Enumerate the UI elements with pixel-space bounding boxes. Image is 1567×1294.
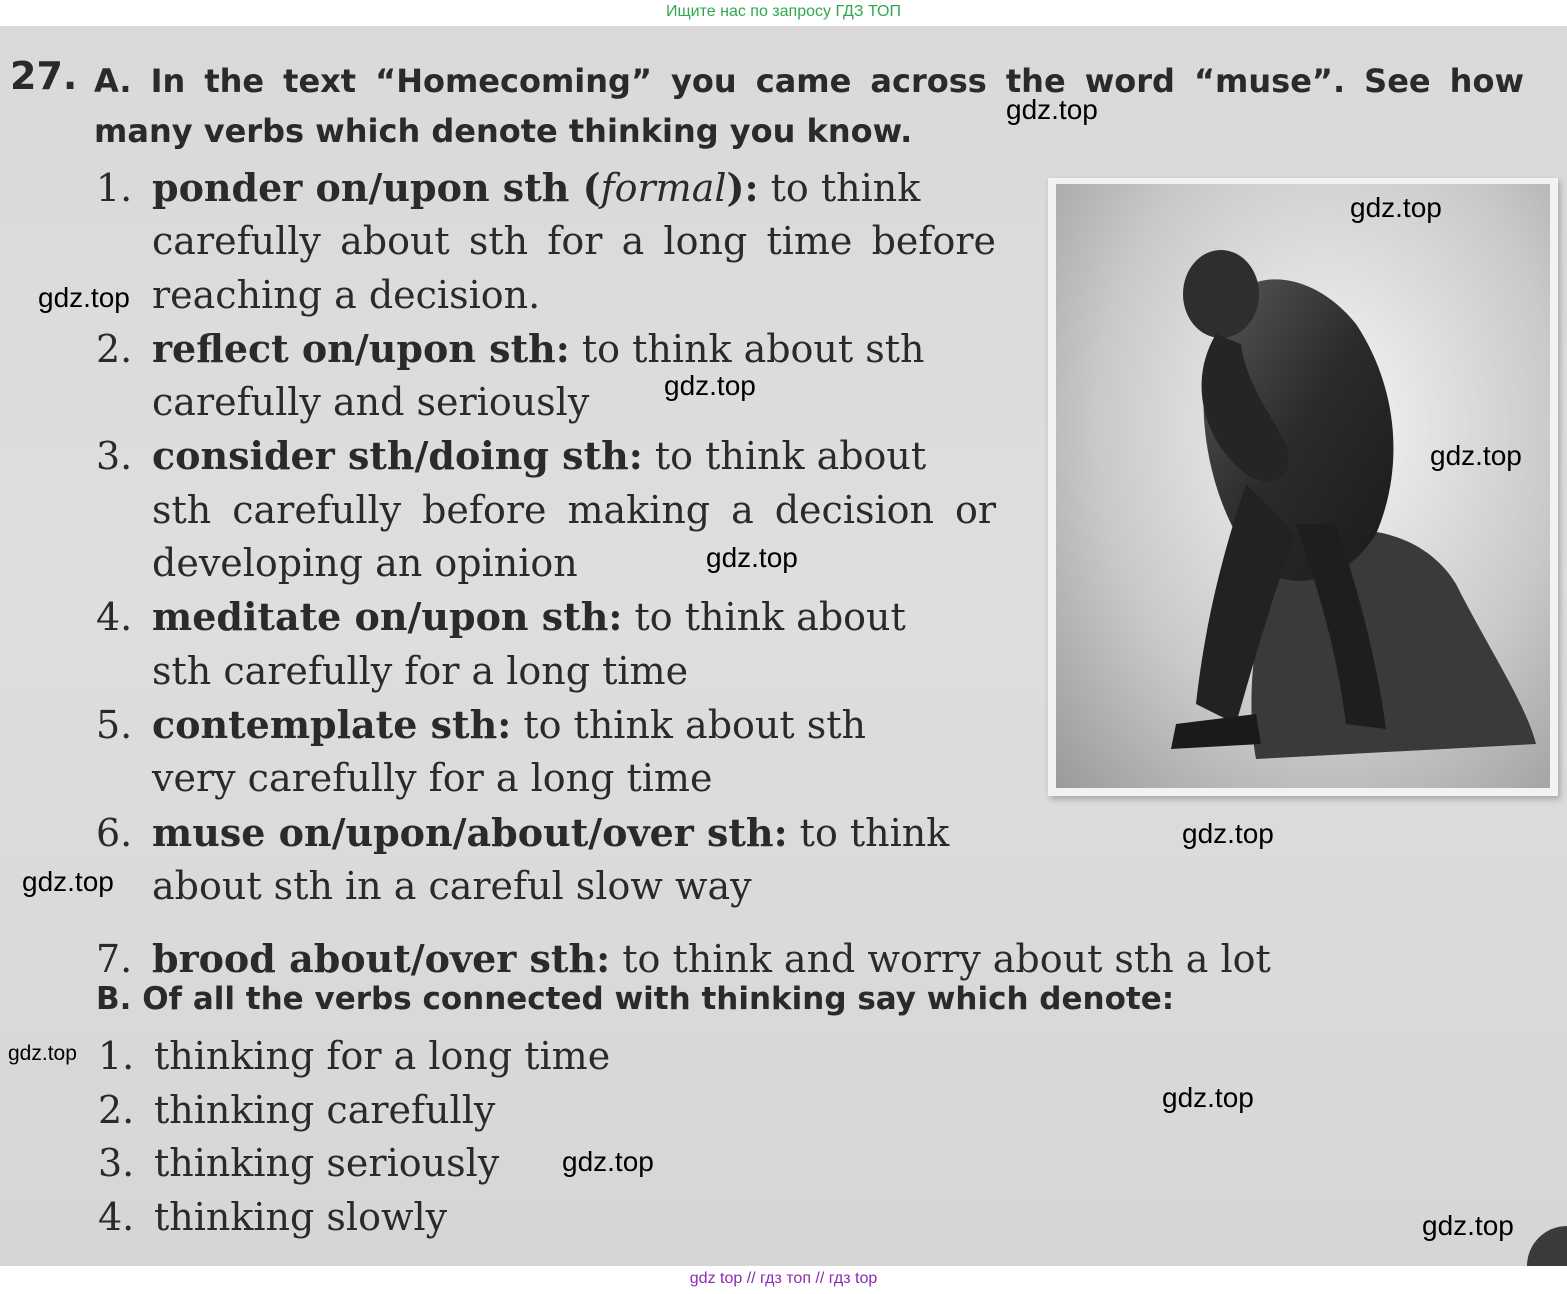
definition-text: to think about sth [511,702,866,747]
watermark: gdz.top [1422,1210,1514,1241]
page-corner-shadow [1527,1226,1567,1266]
definition-text-cont: about sth in a careful slow way [152,863,752,908]
watermark: gdz.top [1182,818,1274,849]
definition-item [96,698,996,806]
definition-term: contemplate sth: [152,701,512,747]
watermark: gdz.top [706,542,798,573]
part-b-heading: B. Of all the verbs connected with thinking say which denote: [96,981,1175,1017]
watermark: gdz.top [1350,192,1442,223]
bottom-banner[interactable]: gdz top // гдз топ // гдз top [689,1270,878,1287]
task-item [98,1030,610,1084]
item-number: 2. [96,326,133,371]
watermark: gdz.top [22,866,114,897]
exercise-number: 27. [10,54,78,98]
definition-item [96,429,996,590]
item-number: 7. [96,937,133,981]
watermark: gdz.top [1006,94,1098,125]
definition-text: to think about sth [569,326,925,371]
definition-term: muse on/upon/about/over sth: [152,809,788,855]
item-number: 2. [98,1087,135,1132]
watermark: gdz.top [1162,1082,1254,1113]
definition-text: to think about [622,595,906,640]
definition-text: to think about [642,434,927,479]
task-item [98,1191,610,1245]
task-text: thinking for a long time [154,1034,611,1078]
definition-item [96,590,996,698]
task-text: thinking carefully [154,1087,496,1132]
definition-term: brood about/over sth: [152,936,611,981]
item-number: 1. [98,1034,135,1078]
definition-text-cont: very carefully for a long time [152,756,713,801]
definition-term-note: formal [600,166,727,210]
statue-feet [1171,714,1261,749]
task-text: thinking slowly [154,1194,448,1239]
watermark: gdz.top [562,1146,654,1177]
photo-background [1056,184,1550,788]
definition-item [96,806,996,914]
definition-term: ponder on/upon sth ( [152,165,601,210]
statue-head [1183,250,1259,338]
thinker-statue-illustration [1056,184,1550,788]
textbook-page-scan [0,26,1567,1266]
watermark: gdz.top [38,282,130,313]
item-number: 3. [96,434,133,479]
task-list [98,1030,610,1244]
item-number: 3. [98,1141,135,1185]
task-item [98,1084,610,1138]
definition-text-cont: sth carefully for a long time [152,648,689,693]
definition-text-cont: carefully about sth for a long time before reaching a decision. [152,219,996,317]
thinker-statue-photo [1048,178,1558,796]
task-item [98,1137,610,1191]
item-number: 4. [98,1194,135,1239]
item-number: 6. [96,810,133,855]
item-number: 1. [96,166,133,210]
definition-item [96,161,996,322]
top-banner[interactable]: Ищите нас по запросу ГДЗ ТОП [666,3,901,20]
definition-term: reflect on/upon sth: [152,325,570,371]
watermark: gdz.top [8,1042,77,1065]
definition-text-cont: sth carefully before making a decision or developing an opinion [152,487,996,586]
definition-term: consider sth/doing sth: [152,433,643,479]
definition-text-cont: carefully and seriously [152,380,590,425]
definition-text: to think [758,166,921,210]
definition-item [96,322,996,430]
definition-list [96,161,996,913]
watermark: gdz.top [1430,440,1522,471]
definition-text: to think and worry about sth a lot [610,937,1271,981]
definition-term: meditate on/upon sth: [152,594,623,640]
item-number: 4. [96,595,133,640]
task-text: thinking seriously [154,1141,500,1185]
item-number: 5. [96,702,133,747]
definition-term-end: ): [726,165,759,210]
definition-text: to think [787,810,950,855]
watermark: gdz.top [664,370,756,401]
part-a-heading: A. In the text “Homecoming” you came across the word “muse”. See how many verbs which denote thinking you know. [94,62,1524,150]
